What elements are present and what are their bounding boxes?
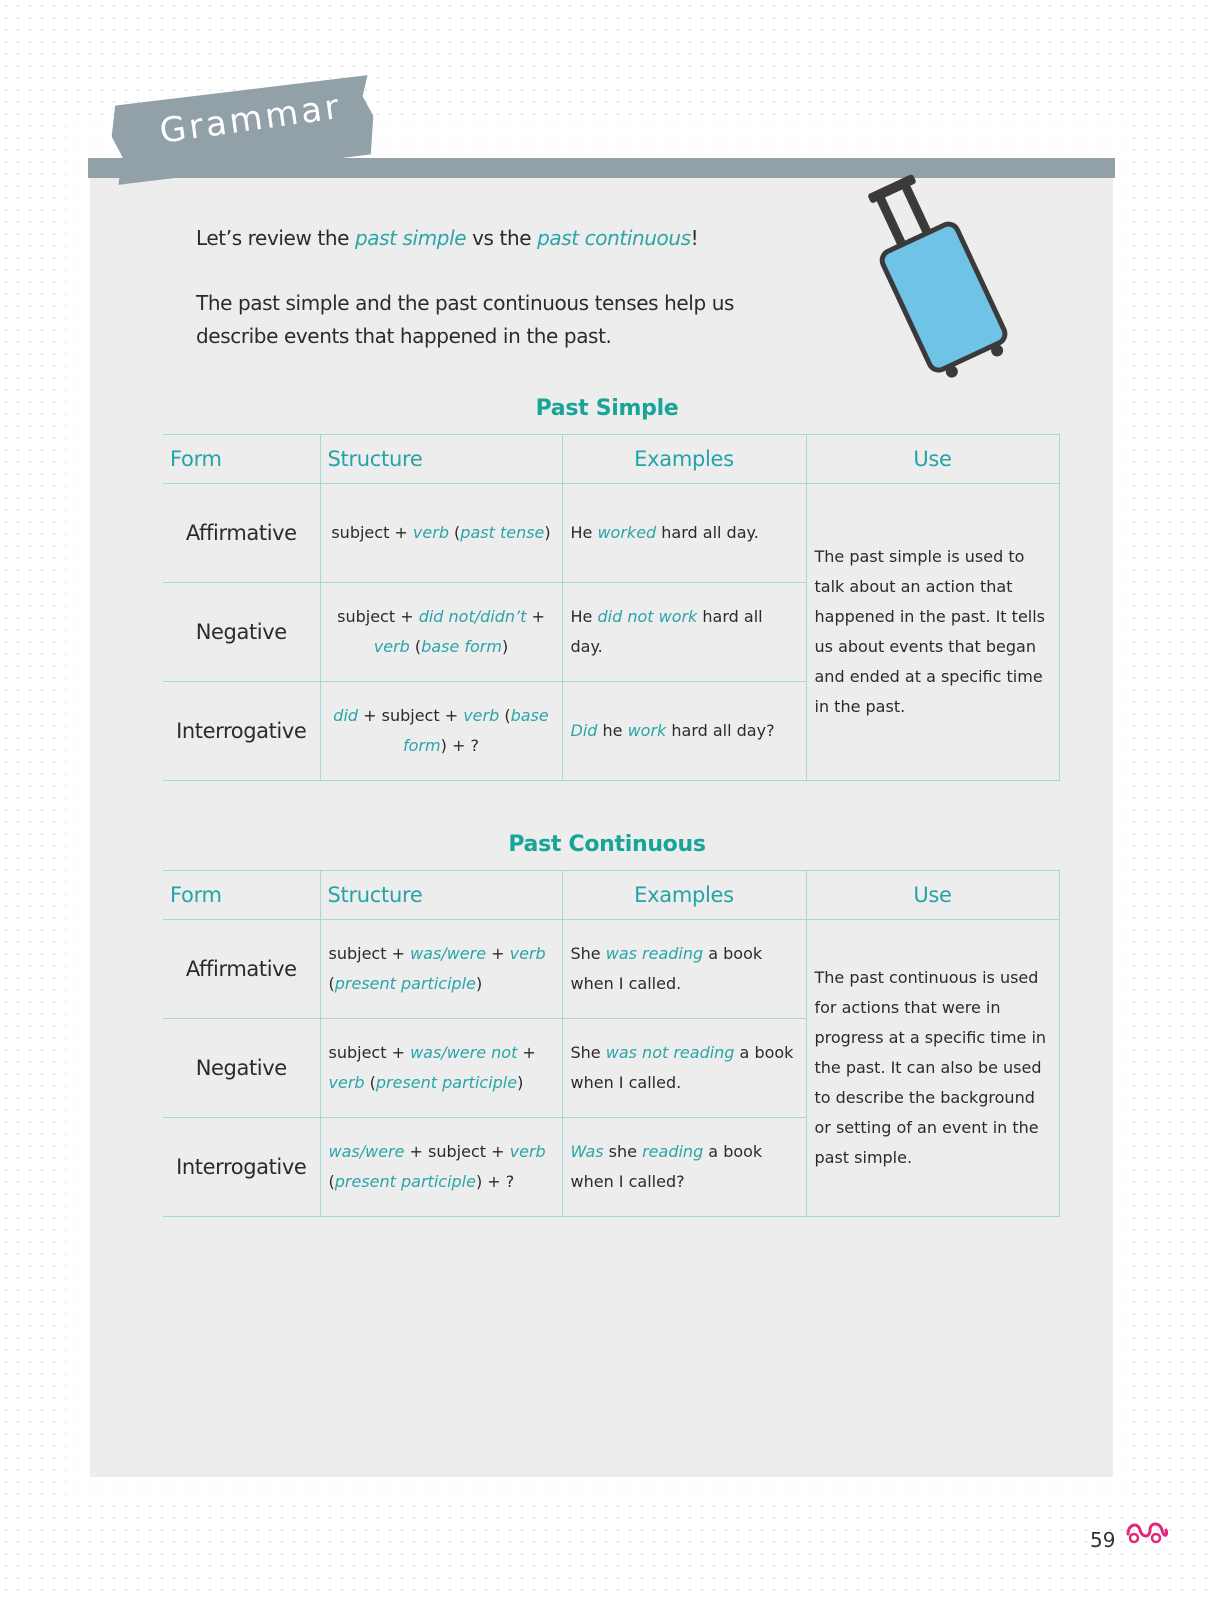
text-segment: ) xyxy=(544,523,551,542)
text-segment: + xyxy=(526,607,545,626)
text-segment: + subject + xyxy=(358,706,464,725)
form-cell: Interrogative xyxy=(163,1118,320,1217)
publisher-logo xyxy=(1124,1516,1170,1546)
example-cell xyxy=(562,583,806,682)
text-segment: subject + xyxy=(328,1043,411,1062)
text-segment: ) xyxy=(501,637,509,656)
text-segment: + xyxy=(486,944,510,963)
highlighted-term: work xyxy=(627,721,667,740)
text-segment: ( xyxy=(328,1172,335,1191)
structure-cell xyxy=(320,682,562,781)
highlighted-term: was not reading xyxy=(605,1043,735,1062)
highlighted-term: present participle xyxy=(375,1073,518,1092)
text-segment: subject + xyxy=(337,607,419,626)
text-segment: ( xyxy=(328,974,335,993)
header-structure: Structure xyxy=(320,871,562,920)
text-segment: hard all day. xyxy=(570,607,763,656)
structure-cell xyxy=(320,484,562,583)
intro-term-past-continuous: past continuous xyxy=(537,226,691,250)
past-simple-title: Past Simple xyxy=(535,396,679,421)
example-cell xyxy=(562,682,806,781)
text-segment: + xyxy=(517,1043,536,1062)
example-cell xyxy=(562,920,806,1019)
use-cell: The past continuous is used for actions that were in progress at a specific time in the past. It can also be used to describe the background or setting of an event in the past simple. xyxy=(806,920,1059,1217)
text-segment: a book when I called? xyxy=(570,1142,763,1191)
past-simple-table xyxy=(163,434,1060,781)
use-cell: The past simple is used to talk about an action that happened in the past. It tells us about events that began and ended at a specific time in the past. xyxy=(806,484,1059,781)
highlighted-term: did not work xyxy=(597,607,698,626)
intro-text xyxy=(196,222,816,353)
form-cell: Affirmative xyxy=(163,484,320,583)
highlighted-term: base form xyxy=(403,706,549,755)
text-segment: hard all day. xyxy=(656,523,759,542)
highlighted-term: base form xyxy=(421,637,502,656)
intro-line-2: The past simple and the past continuous tenses help us describe events that happened in the past. xyxy=(196,291,734,348)
suitcase-icon xyxy=(860,160,1020,380)
intro-text-part: vs the xyxy=(466,226,538,250)
header-use: Use xyxy=(806,435,1059,484)
text-segment: subject + xyxy=(331,523,413,542)
text-segment: subject + xyxy=(328,944,411,963)
text-segment: ) xyxy=(517,1073,524,1092)
highlighted-term: present participle xyxy=(334,1172,476,1191)
table-header-row xyxy=(163,435,1059,484)
text-segment: ( xyxy=(409,637,422,656)
highlighted-term: was/were xyxy=(410,944,487,963)
intro-text-part: ! xyxy=(690,226,699,250)
text-segment: + subject + xyxy=(404,1142,510,1161)
highlighted-term: verb xyxy=(328,1073,365,1092)
text-segment: He xyxy=(570,607,598,626)
example-cell xyxy=(562,1118,806,1217)
text-segment: ) xyxy=(475,974,483,993)
highlighted-term: past tense xyxy=(460,523,545,542)
highlighted-term: reading xyxy=(642,1142,704,1161)
text-segment: ( xyxy=(499,706,511,725)
highlighted-term: was/were not xyxy=(410,1043,518,1062)
header-form: Form xyxy=(163,871,320,920)
form-cell: Affirmative xyxy=(163,920,320,1019)
table-row xyxy=(163,484,1059,583)
highlighted-term: did xyxy=(333,706,359,725)
header-examples: Examples xyxy=(562,871,806,920)
header-form: Form xyxy=(163,435,320,484)
header-structure: Structure xyxy=(320,435,562,484)
structure-cell xyxy=(320,583,562,682)
highlighted-term: verb xyxy=(463,706,500,725)
header-use: Use xyxy=(806,871,1059,920)
highlighted-term: present participle xyxy=(334,974,476,993)
structure-cell xyxy=(320,1118,562,1217)
highlighted-term: verb xyxy=(509,944,546,963)
table-row xyxy=(163,920,1059,1019)
form-cell: Negative xyxy=(163,583,320,682)
page-number: 59 xyxy=(1090,1528,1116,1552)
highlighted-term: was/were xyxy=(328,1142,405,1161)
highlighted-term: was reading xyxy=(605,944,704,963)
text-segment: ( xyxy=(364,1073,376,1092)
text-segment: ) + ? xyxy=(475,1172,515,1191)
text-segment: She xyxy=(570,1043,606,1062)
text-segment: ( xyxy=(448,523,461,542)
intro-term-past-simple: past simple xyxy=(354,226,467,250)
structure-cell xyxy=(320,920,562,1019)
text-segment: a book when I called. xyxy=(570,944,763,993)
highlighted-term: worked xyxy=(597,523,657,542)
form-cell: Interrogative xyxy=(163,682,320,781)
form-cell: Negative xyxy=(163,1019,320,1118)
intro-line-1 xyxy=(196,222,816,255)
example-cell xyxy=(562,484,806,583)
example-cell xyxy=(562,1019,806,1118)
text-segment: She xyxy=(570,944,606,963)
text-segment: ) + ? xyxy=(440,736,479,755)
text-segment: he xyxy=(597,721,628,740)
grammar-tape-label: Grammar xyxy=(157,86,345,152)
highlighted-term: did not/didn’t xyxy=(418,607,527,626)
highlighted-term: verb xyxy=(373,637,410,656)
header-examples: Examples xyxy=(562,435,806,484)
text-segment: hard all day? xyxy=(666,721,775,740)
past-continuous-title: Past Continuous xyxy=(508,832,706,857)
highlighted-term: verb xyxy=(509,1142,546,1161)
table-header-row xyxy=(163,871,1059,920)
text-segment: she xyxy=(603,1142,643,1161)
structure-cell xyxy=(320,1019,562,1118)
text-segment: He xyxy=(570,523,598,542)
text-segment: a book when I called. xyxy=(570,1043,794,1092)
intro-text-part: Let’s review the xyxy=(196,226,355,250)
highlighted-term: Did xyxy=(570,721,598,740)
highlighted-term: verb xyxy=(412,523,449,542)
past-continuous-table xyxy=(163,870,1060,1217)
highlighted-term: Was xyxy=(570,1142,604,1161)
